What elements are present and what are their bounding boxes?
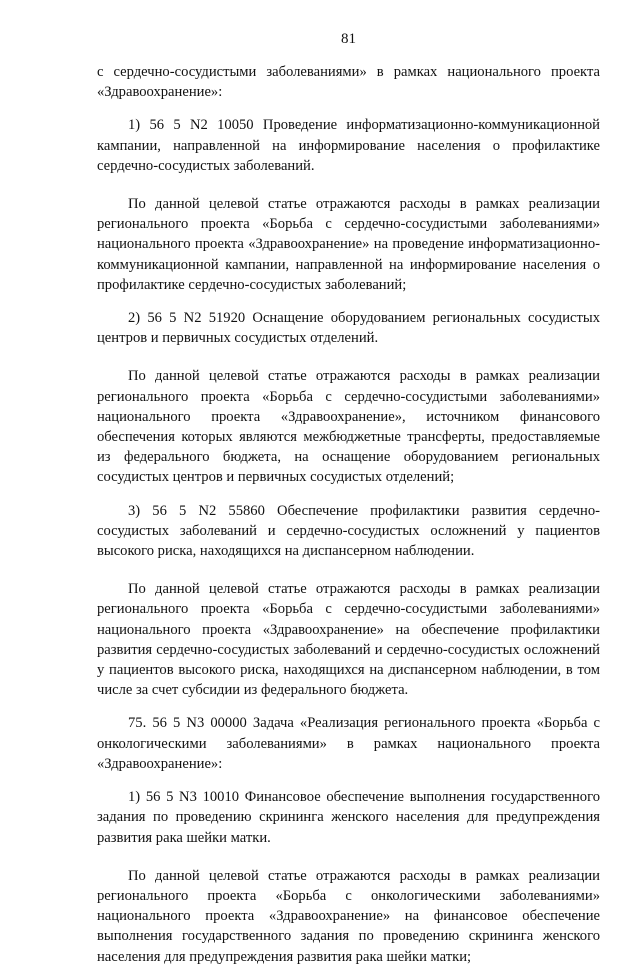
item-heading-75-1: 1) 56 5 N3 10010 Финансовое обеспечение выполнения государственного задания по проведению скрининга женского населения для предупреждения развития рака шейки матки. [97,789,600,846]
document-page [97,0,600,965]
item-description-2: По данной целевой статье отражаются расходы в рамках реализации регионального проекта «Борьба с сердечно-сосудистыми заболеваниями» национального проекта «Здравоохранение», источником финансового обеспечения которых являются межбюджетные трансферты, предоставляемые из федерального бюджета, на оснащение оборудованием региональных сосудистых центров и первичных сосудистых отделений; [97,368,600,486]
item-description-3: По данной целевой статье отражаются расходы в рамках реализации регионального проекта «Борьба с сердечно-сосудистыми заболеваниями» национального проекта «Здравоохранение» на обеспечение профилактики развития сердечно-сосудистых заболеваний и сердечно-сосудистых осложнений у пациентов высокого риска, находящихся на диспансерном наблюдении, в том числе за счет субсидии из федерального бюджета. [97,581,600,699]
item-description-75-1: По данной целевой статье отражаются расходы в рамках реализации регионального проекта «Борьба с онкологическими заболеваниями» национального проекта «Здравоохранение» на финансовое обеспечение выполнения государственного задания по проведению скрининга женского населения для предупреждения развития рака шейки матки; [97,867,600,965]
document-body [97,62,600,967]
item-heading-1: 1) 56 5 N2 10050 Проведение информатизационно-коммуникационной кампании, направленной на информирование населения о профилактике сердечно-сосудистых заболеваний. [97,117,600,174]
paragraph-continuation: с сердечно-сосудистыми заболеваниями» в рамках национального проекта «Здравоохранение»: [97,64,600,101]
item-heading-2: 2) 56 5 N2 51920 Оснащение оборудованием региональных сосудистых центров и первичных сосудистых отделений. [97,310,600,347]
section-75-heading: 75. 56 5 N3 00000 Задача «Реализация регионального проекта «Борьба с онкологическими заболеваниями» в рамках национального проекта «Здравоохранение»: [97,715,600,772]
item-heading-3: 3) 56 5 N2 55860 Обеспечение профилактики развития сердечно-сосудистых заболеваний и сердечно-сосудистых осложнений у пациентов высокого риска, находящихся на диспансерном наблюдении. [97,502,600,560]
page-number: 81 [341,31,356,47]
item-description-1: По данной целевой статье отражаются расходы в рамках реализации регионального проекта «Борьба с сердечно-сосудистыми заболеваниями» национального проекта «Здравоохранение» на проведение информатизационно-коммуникационной кампании, направленной на информирование населения о профилактике сердечно-сосудистых заболеваний; [97,196,600,293]
